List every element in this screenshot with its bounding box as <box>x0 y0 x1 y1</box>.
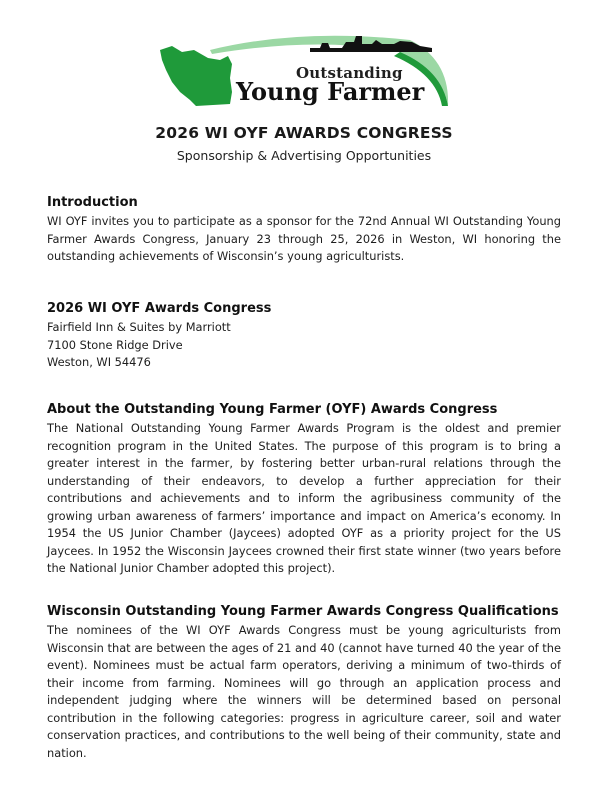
logo-text-young-farmer: Young Farmer <box>236 77 425 106</box>
oyf-logo <box>150 30 450 112</box>
introduction-body: WI OYF invites you to participate as a sponsor for the 72nd Annual WI Outstanding Young Farmer Awards Congress, January 23 through 25, 2026 in Weston, WI honoring the outstanding achievements of Wisconsin’s young agriculturists. <box>47 214 561 263</box>
venue-section <box>47 300 561 372</box>
qualifications-section <box>47 603 561 762</box>
qualifications-heading: Wisconsin Outstanding Young Farmer Awards Congress Qualifications <box>47 604 559 619</box>
page-subtitle: Sponsorship & Advertising Opportunities <box>176 148 432 163</box>
about-section <box>47 401 561 578</box>
venue-street: 7100 Stone Ridge Drive <box>47 337 183 352</box>
venue-city: Weston, WI 54476 <box>47 355 151 369</box>
venue-heading: 2026 WI OYF Awards Congress <box>47 301 272 316</box>
venue-name: Fairfield Inn & Suites by Marriott <box>47 320 231 334</box>
about-heading: About the Outstanding Young Farmer (OYF) Awards Congress <box>47 402 498 417</box>
about-body: The National Outstanding Young Farmer Awards Program is the oldest and premier recognition program in the United States. The purpose of this program is to bring a greater interest in the farmer, by fostering better urban-rural relations through the understanding of their endeavors, to develop a further appreciation for their contributions and achievements and to inform the agribusiness community of the growing urban awareness of farmers’ importance and impact on America’s economy. In 1954 the US Junior Chamber (Jaycees) adopted OYF as a priority project for the US Jaycees. In 1952 the Wisconsin Jaycees crowned their first state winner (two years before the National Junior Chamber adopted this project). <box>47 421 561 575</box>
qualifications-body: The nominees of the WI OYF Awards Congress must be young agriculturists from Wisconsin that are between the ages of 21 and 40 (cannot have turned 40 the year of the event). Nominees must be actual farm operators, deriving a minimum of two-thirds of their income from farming. Nominees will go through an application process and independent judging where the winners will be determined based on personal contribution in the following categories: progress in agriculture career, soil and water conservation practices, and contributions to the well being of their community, state and nation. <box>47 623 561 760</box>
introduction-heading: Introduction <box>47 195 138 210</box>
logo-text-outstanding: Outstanding <box>296 64 403 82</box>
page-title: 2026 WI OYF AWARDS CONGRESS <box>155 124 453 142</box>
introduction-section <box>47 194 561 266</box>
